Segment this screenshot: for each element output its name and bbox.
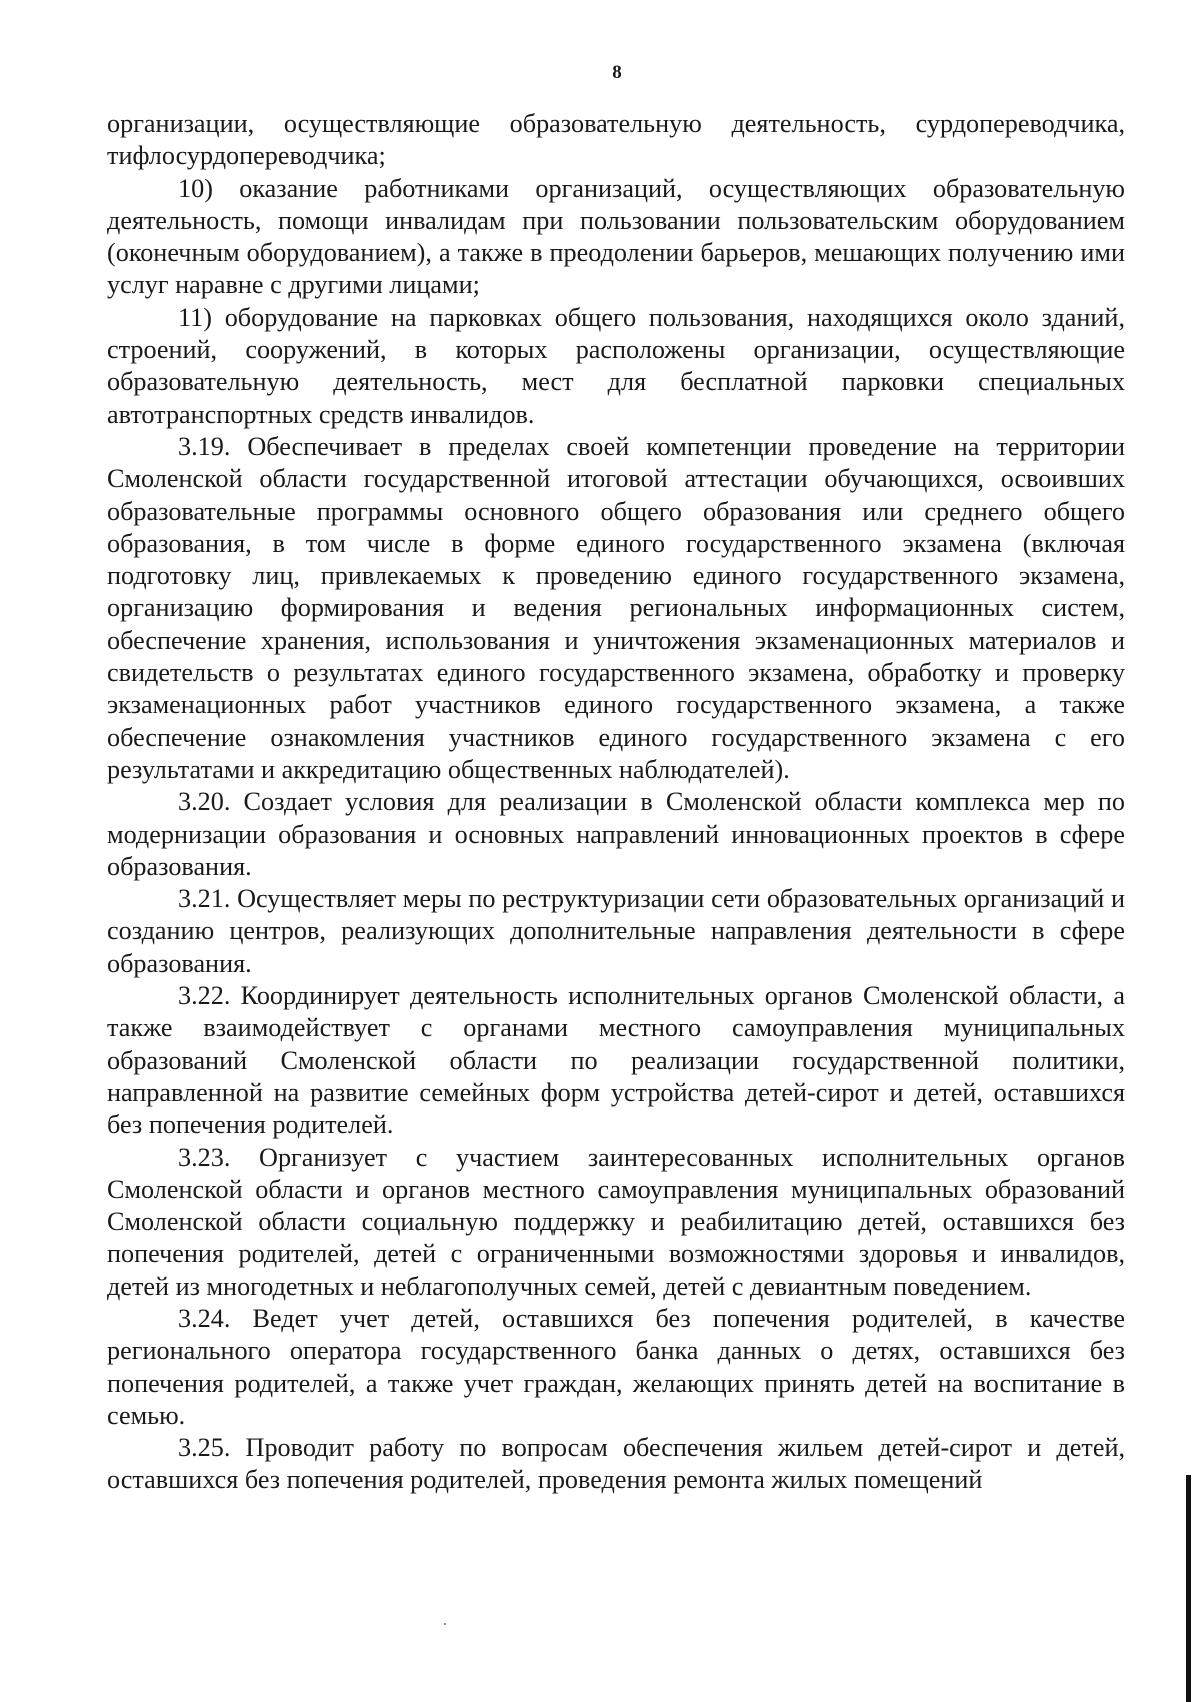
paragraph-3-25: 3.25. Проводит работу по вопросам обеспечения жильем детей-сирот и детей, оставшихся без попечения родителей, проведения ремонта жилых помещений <box>107 1433 1125 1495</box>
scan-speck <box>444 1623 446 1625</box>
paragraph-3-20: 3.20. Создает условия для реализации в Смоленской области комплекса мер по модернизации образования и основных направлений инновационных проектов в сфере образования. <box>107 787 1125 881</box>
scan-edge-shadow <box>1186 1475 1191 1702</box>
paragraph-3-23: 3.23. Организует с участием заинтересованных исполнительных органов Смоленской области и органов местного самоуправления муниципальных образований Смоленской области социальную поддержку и реабилитацию детей, оставшихся без попечения родителей, детей с ограниченными возможностями здоровья и инвалидов, детей из многодетных и неблагополучных семей, детей с девиантным поведением. <box>107 1142 1125 1301</box>
paragraph-3-21: 3.21. Осуществляет меры по реструктуризации сети образовательных организаций и созданию центров, реализующих дополнительные направления деятельности в сфере образования. <box>107 884 1125 978</box>
document-body <box>107 108 1125 1497</box>
paragraph-3-22: 3.22. Координирует деятельность исполнительных органов Смоленской области, а также взаимодействует с органами местного самоуправления муниципальных образований Смоленской области по реализации государственной политики, направленной на развитие семейных форм устройства детей-сирот и детей, оставшихся без попечения родителей. <box>107 981 1125 1140</box>
paragraph-3-19: 3.19. Обеспечивает в пределах своей компетенции проведение на территории Смоленской области государственной итоговой аттестации обучающихся, освоивших образовательные программы основного общего образования или среднего общего образования, в том числе в форме единого государственного экзамена (включая подготовку лиц, привлекаемых к проведению единого государственного экзамена, организацию формирования и ведения региональных информационных систем, обеспечение хранения, использования и уничтожения экзаменационных материалов и свидетельств о результатах единого государственного экзамена, обработку и проверку экзаменационных работ участников единого государственного экзамена, а также обеспечение ознакомления участников единого государственного экзамена с его результатами и аккредитацию общественных наблюдателей). <box>107 431 1125 784</box>
paragraph-3-24: 3.24. Ведет учет детей, оставшихся без попечения родителей, в качестве регионального оператора государственного банка данных о детях, оставшихся без попечения родителей, а также учет граждан, желающих принять детей на воспитание в семью. <box>107 1303 1125 1430</box>
paragraph-item-10: 10) оказание работниками организаций, осуществляющих образовательную деятельность, помощи инвалидам при пользовании пользовательским оборудованием (оконечным оборудованием), а также в преодолении барьеров, мешающих получению ими услуг наравне с другими лицами; <box>107 173 1125 300</box>
paragraph-item-11: 11) оборудование на парковках общего пользования, находящихся около зданий, строений, сооружений, в которых расположены организации, осуществляющие образовательную деятельность, мест для бесплатной парковки специальных автотранспортных средств инвалидов. <box>107 302 1125 429</box>
page-number: 8 <box>612 62 622 83</box>
paragraph-continuation: организации, осуществляющие образовательную деятельность, сурдопереводчика, тифлосурдопереводчика; <box>107 109 1125 171</box>
